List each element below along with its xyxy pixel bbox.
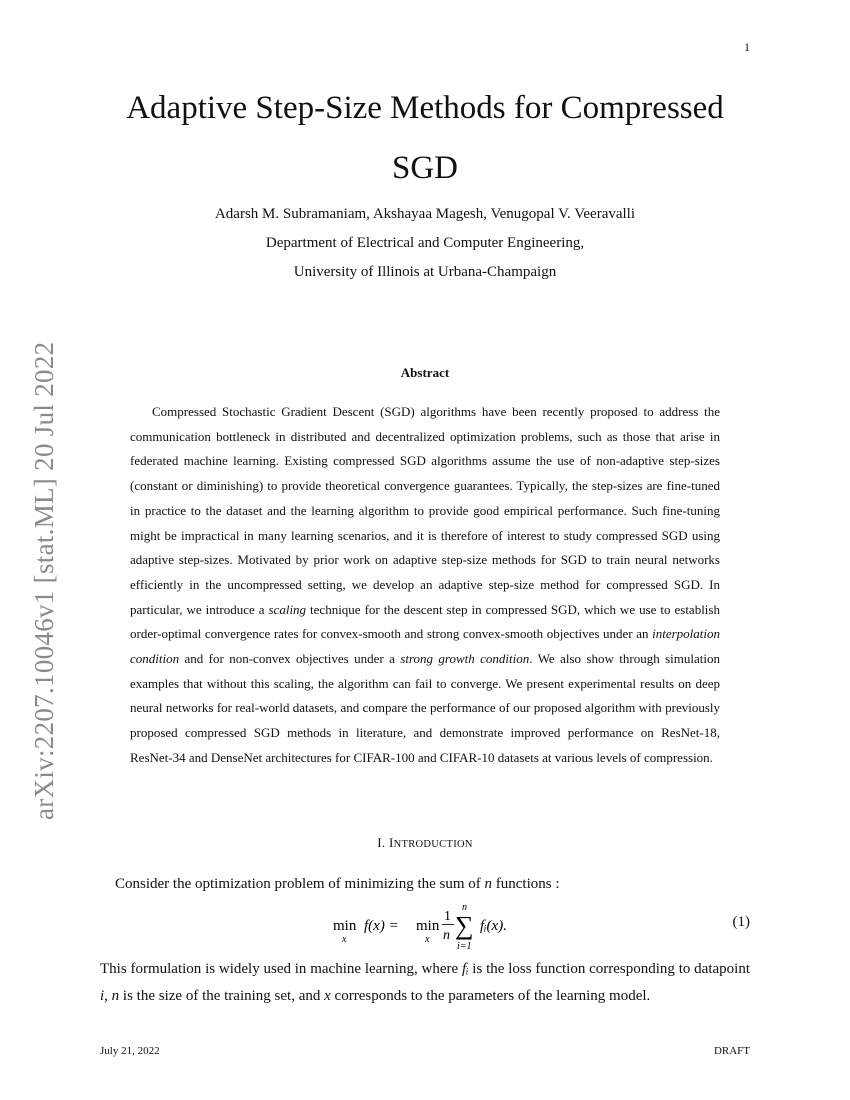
abstract-text-3: and for non-convex objectives under a — [179, 651, 401, 667]
section-title-initial: I — [388, 835, 394, 850]
eq-sum-upper: n — [462, 902, 467, 913]
author-department: Department of Electrical and Computer Engineering, — [265, 235, 585, 251]
author-block — [100, 200, 750, 287]
eq-min-1: min — [333, 918, 357, 934]
intro-text-1: Consider the optimization problem of minimizing the sum of — [115, 876, 485, 892]
section-heading-introduction — [100, 835, 750, 851]
intro-text-2: functions : — [492, 876, 560, 892]
paper-title — [100, 78, 750, 198]
author-names: Adarsh M. Subramaniam, Akshayaa Magesh, Venugopal V. Veeravalli — [214, 206, 636, 222]
abstract-emphasis-interpolation: interpolation condition — [130, 626, 720, 667]
body-text-5: corresponds to the parameters of the learning model. — [330, 988, 651, 1004]
page-number: 1 — [744, 40, 750, 54]
paper-title-line-1: Adaptive Step-Size Methods for Compressed — [126, 90, 724, 126]
equation-number: (1) — [732, 914, 750, 930]
abstract-body — [130, 400, 720, 771]
eq-min-2-sub: x — [425, 934, 430, 945]
abstract-text-2: technique for the descent step in compressed SGD, which we use to establish order-optimal convergence rates for convex-smooth and strong convex-smooth objectives under an — [130, 601, 720, 642]
body-text-2: is the loss function corresponding to datapoint — [468, 961, 750, 977]
author-university: University of Illinois at Urbana-Champaign — [293, 264, 557, 280]
body-var-n: n — [111, 988, 120, 1004]
eq-sigma: ∑ — [455, 911, 474, 940]
body-var-fi: fᵢ — [461, 961, 469, 977]
intro-lead-sentence — [100, 872, 750, 896]
abstract-paragraph — [130, 400, 720, 771]
eq-fi-of-x: fᵢ(x). — [480, 918, 507, 934]
body-paragraph-1 — [100, 956, 750, 1010]
body-var-x: x — [324, 988, 331, 1004]
intro-lead-paragraph — [100, 872, 750, 896]
body-var-i: i — [100, 988, 105, 1004]
eq-f-of-x: f(x) = — [364, 918, 399, 934]
section-title-rest: NTRODUCTION — [393, 839, 473, 850]
body-text-3: , — [104, 988, 112, 1004]
equation-1 — [100, 900, 750, 952]
body-text-4: is the size of the training set, and — [119, 988, 325, 1004]
section-number: I. — [377, 835, 386, 850]
abstract-text-4: . We also show through simulation examples that without this scaling, the algorithm can fail to converge. We present experimental results on deep neural networks for real-world datasets, and compare the performance of our proposed algorithm with previously proposed compressed SGD methods in literature, and demonstrate improved performance on ResNet-18, ResNet-34 and DenseNet architectures for CIFAR-100 and CIFAR-10 datasets at various levels of compression. — [130, 651, 720, 765]
intro-var-n: n — [484, 876, 493, 892]
eq-frac-denominator: n — [443, 928, 450, 943]
abstract-emphasis-scaling: scaling — [268, 601, 307, 617]
equation-svg — [100, 900, 750, 952]
paper-title-line-2: SGD — [391, 150, 459, 186]
footer-draft-label: DRAFT — [713, 1045, 750, 1057]
abstract-text-1: Compressed Stochastic Gradient Descent (SGD) algorithms have been recently proposed to address the communication bottleneck in distributed and decentralized optimization problems, such as those that arise in federated machine learning. Existing compressed SGD algorithms assume the use of non-adaptive step-sizes (constant or diminishing) to provide theoretical convergence guarantees. Typically, the step-sizes are fine-tuned in practice to the dataset and the learning algorithm to provide good empirical performance. Such fine-tuning might be impractical in many learning scenarios, and it is therefore of interest to study compressed SGD using adaptive step-sizes. Motivated by prior work on adaptive step-size methods for SGD to train neural networks efficiently in the uncompressed setting, we develop an adaptive step-size method for compressed SGD. In particular, we introduce a — [130, 404, 720, 617]
eq-min-2: min — [416, 918, 440, 934]
eq-sum-lower: i=1 — [457, 941, 472, 952]
arxiv-identifier-stamp: arXiv:2207.10046v1 [stat.ML] 20 Jul 2022 — [29, 341, 59, 820]
eq-min-1-sub: x — [342, 934, 347, 945]
abstract-heading: Abstract — [400, 365, 450, 380]
abstract-emphasis-growth: strong growth condition — [400, 651, 530, 667]
footer-date: July 21, 2022 — [100, 1045, 160, 1057]
eq-frac-numerator: 1 — [444, 909, 451, 924]
body-paragraph-text — [100, 956, 750, 1010]
body-text-1: This formulation is widely used in machine learning, where — [100, 961, 462, 977]
